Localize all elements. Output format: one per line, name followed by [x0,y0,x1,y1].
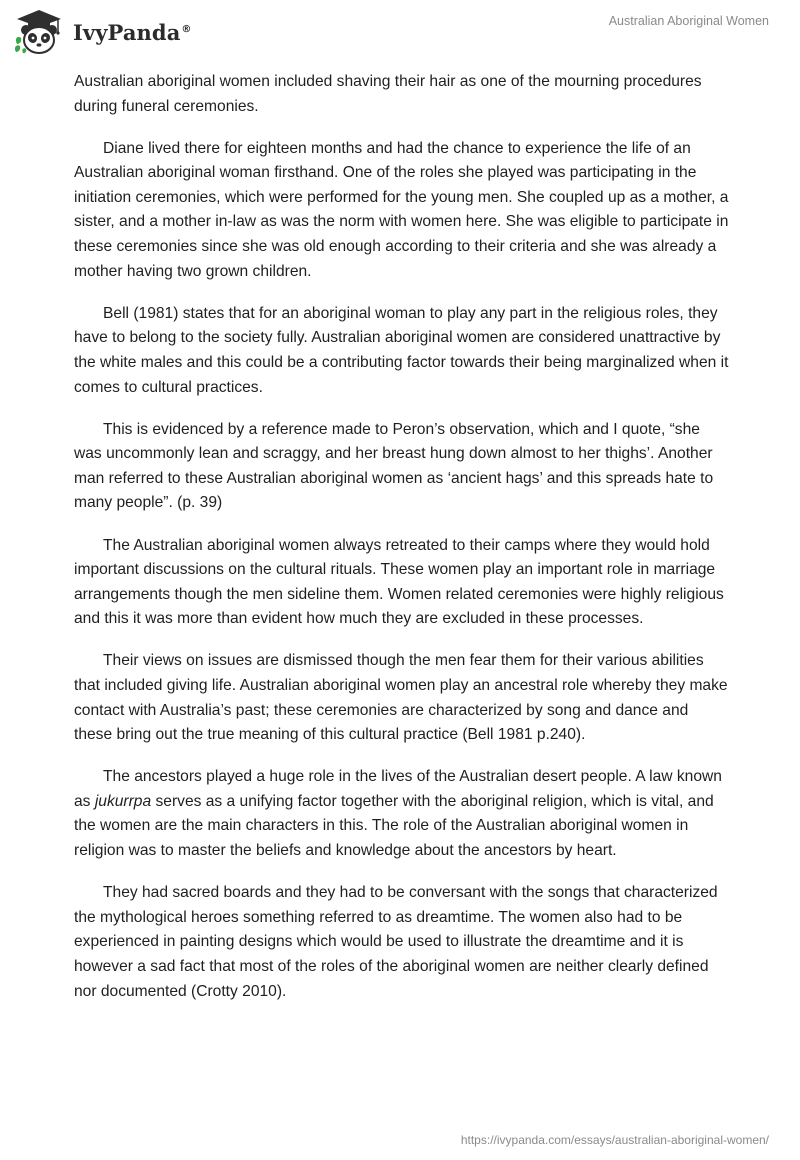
page-header [0,0,800,60]
paragraph-3: Bell (1981) states that for an aboriginal woman to play any part in the religious roles, they have to belong to the society fully. Australian aboriginal women are considered unattractive by the white males and this could be a contributing factor towards their being marginalized when it comes to cultural practices. [74,304,729,396]
paragraph-5: The Australian aboriginal women always retreated to their camps where they would hold important discussions on the cultural rituals. These women play an important role in marriage arrangements though the men sideline them. Women related ceremonies were highly religious and this it was more than evident how much they are excluded in these processes. [74,536,724,628]
paragraph-7-part-2: serves as a unifying factor together with the aboriginal religion, which is vital, and the women are the main characters in this. The role of the Australian aboriginal women in religion was to master the beliefs and knowledge about the ancestors by heart. [74,792,714,860]
essay-body [74,70,730,1022]
jukurrpa-term: jukurrpa [94,792,152,810]
panda-logo-icon [13,8,65,56]
paragraph-8: They had sacred boards and they had to be conversant with the songs that characterized the mythological heroes something referred to as dreamtime. The women also had to be experienced in painting designs which would be used to illustrate the dreamtime and it is however a sad fact that most of the roles of the aboriginal women are neither clearly defined nor documented (Crotty 2010). [74,884,718,1000]
brand-logo[interactable] [13,8,192,56]
source-url-link[interactable]: https://ivypanda.com/essays/australian-aboriginal-women/ [460,1133,769,1147]
paragraph-6: Their views on issues are dismissed though the men fear them for their various abilities that included giving life. Australian aboriginal women play an ancestral role whereby they make contact with Australia’s past; these ceremonies are characterized by song and dance and these bring out the true meaning of this cultural practice (Bell 1981 p.240). [74,652,728,744]
document-title: Australian Aboriginal Women [608,14,769,28]
paragraph-2: Diane lived there for eighteen months and had the chance to experience the life of an Australian aboriginal woman firsthand. One of the roles she played was participating in the initiation ceremonies, which were performed for the young men. She coupled up as a mother, a sister, and a mother in-law as was the norm with women here. She was eligible to participate in these ceremonies since she was old enough according to their criteria and she was already a mother having two grown children. [74,139,729,280]
paragraph-7-part-1: The ancestors played a huge role in the lives of the Australian desert people. A law known as [74,768,722,810]
paragraph-4: This is evidenced by a reference made to Peron’s observation, which and I quote, “she was uncommonly lean and scraggy, and her breast hung down almost to her thighs’. Another man referred to these Australian aboriginal women as ‘ancient hags’ and this spreads hate to many people”. (p. 39) [74,420,714,512]
paragraph-7 [74,765,730,863]
brand-name: IvyPanda® [73,19,192,45]
paragraph-1: Australian aboriginal women included shaving their hair as one of the mourning procedures during funeral ceremonies. [74,73,702,115]
registered-mark: ® [181,23,192,35]
